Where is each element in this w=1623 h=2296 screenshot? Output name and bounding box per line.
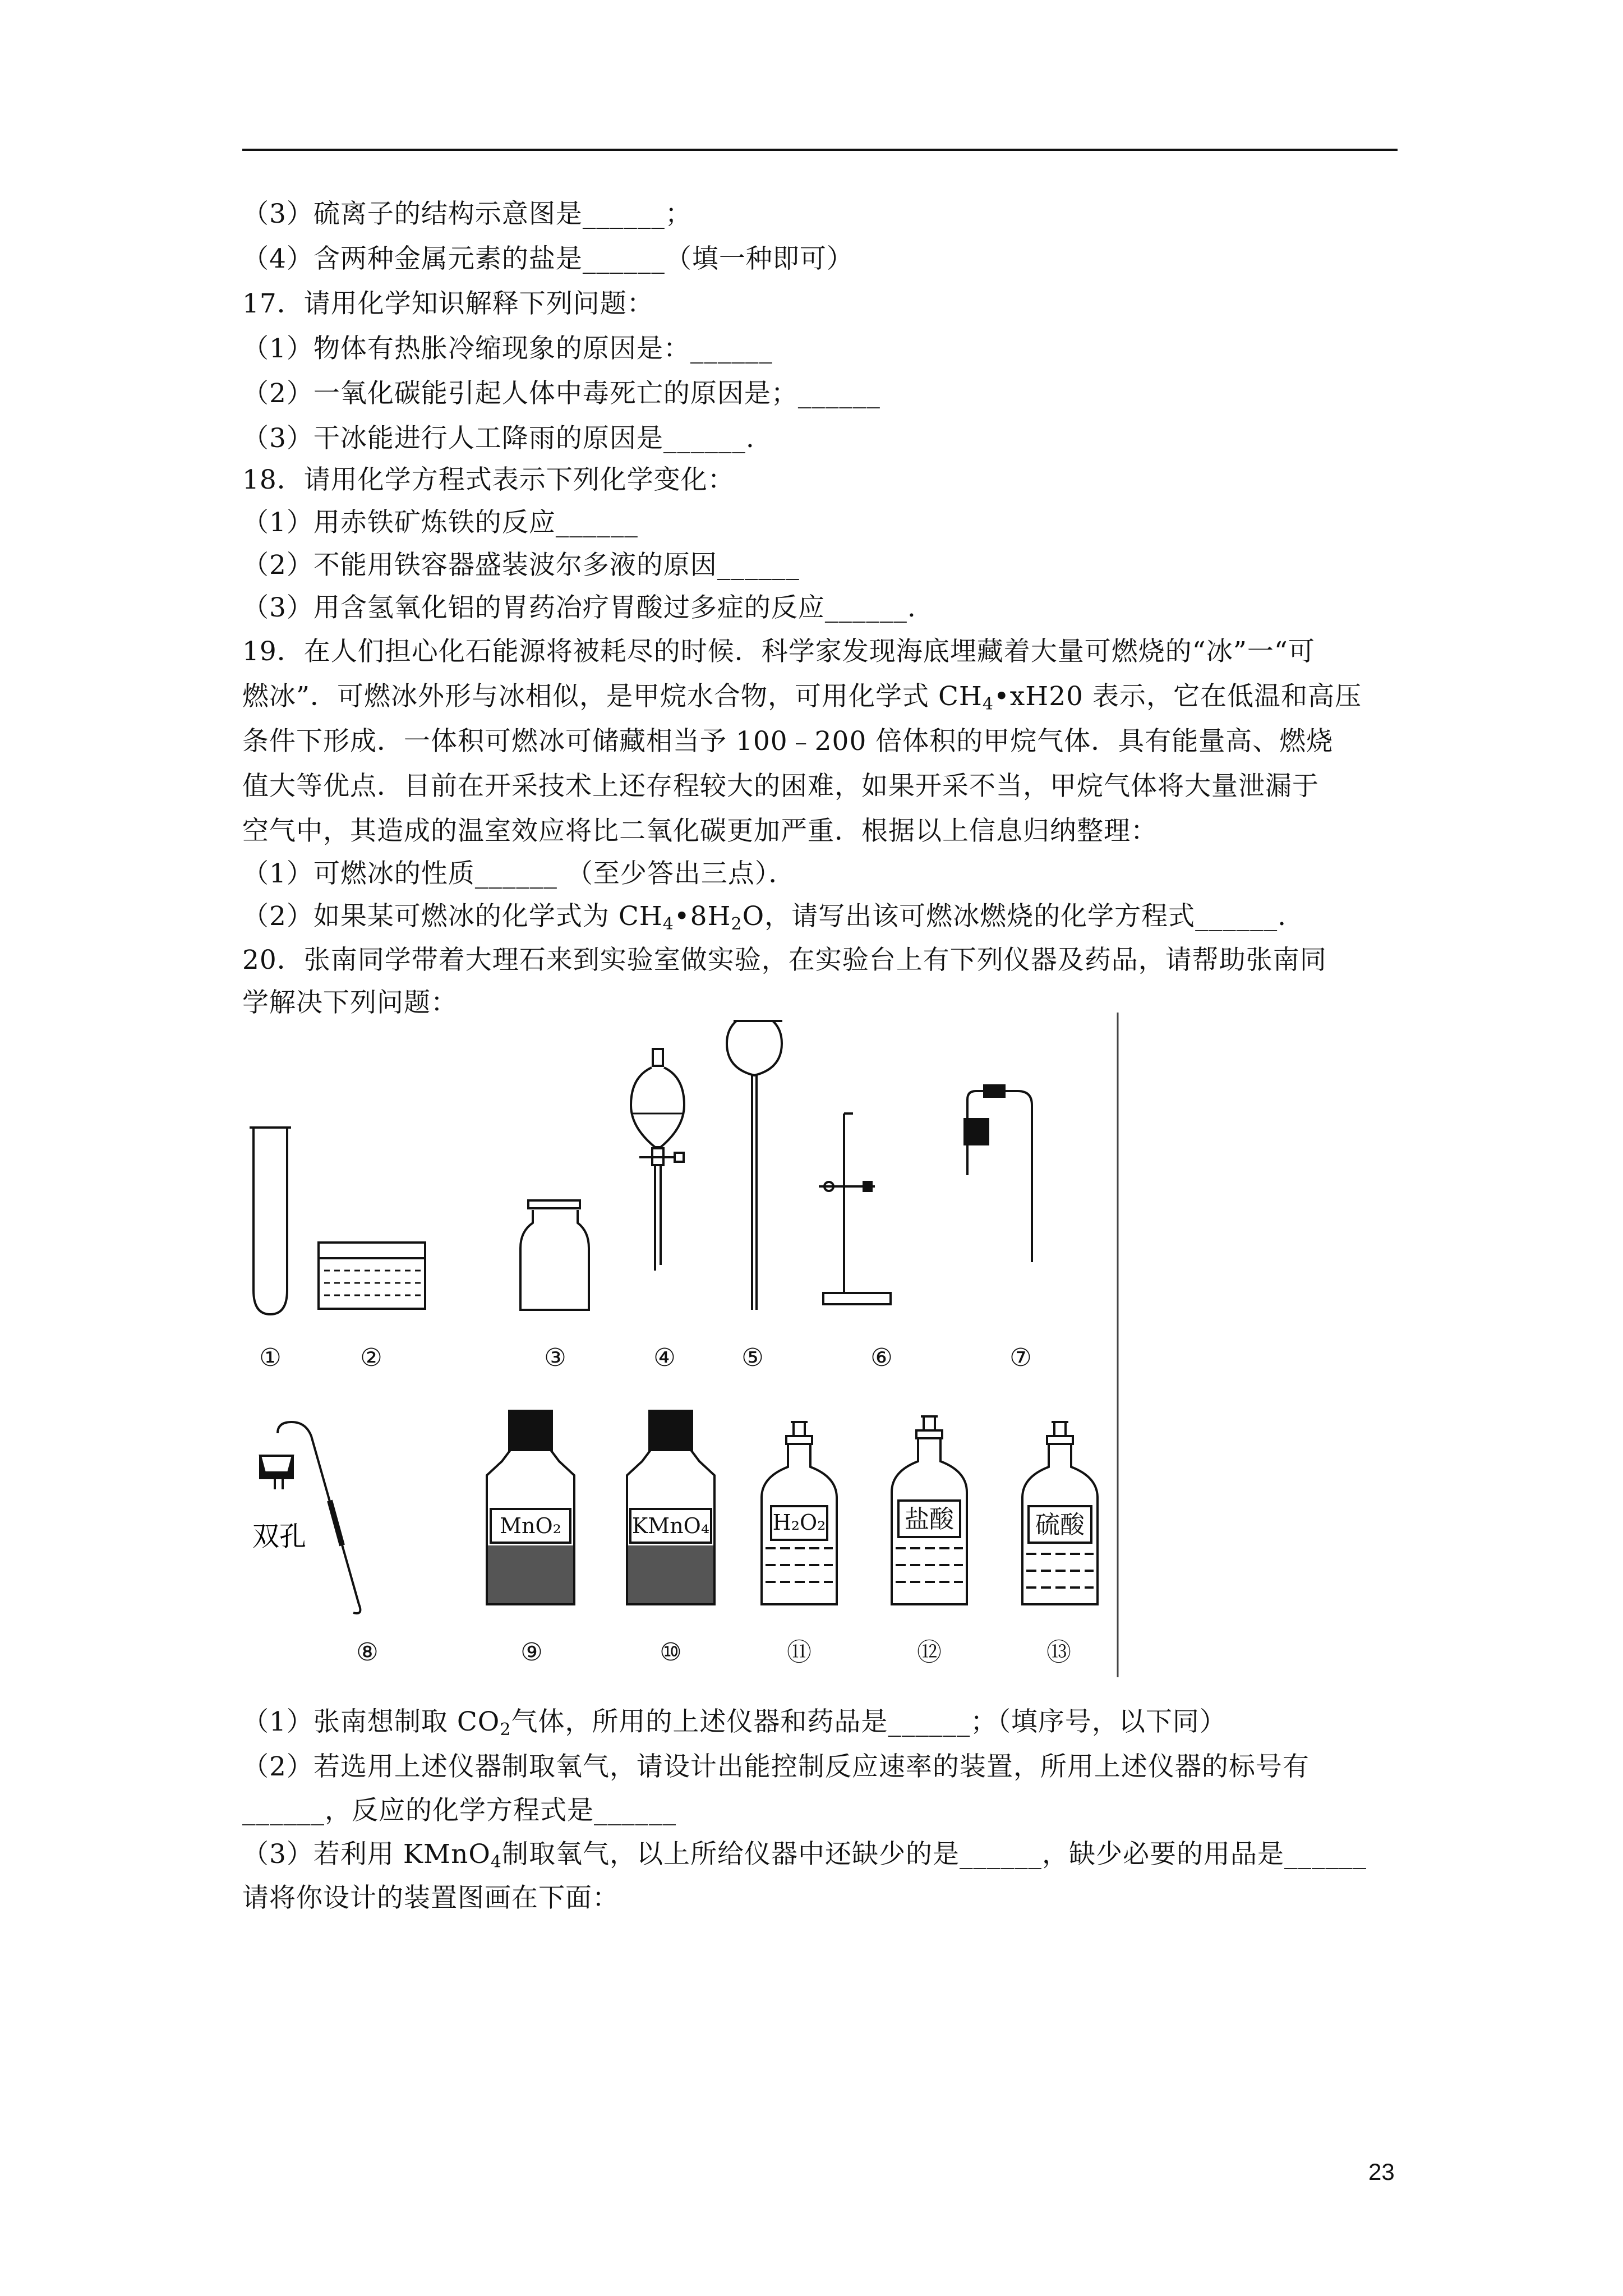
label-8: ⑧ [356,1638,379,1667]
header-rule [242,149,1398,151]
label-11: ⑪ [787,1638,811,1667]
stopper-label: 双孔 [252,1521,307,1552]
q20-part2-line1: （2）若选用上述仪器制取氧气，请设计出能控制反应速率的装置，所用上述仪器的标号有 [242,1751,1310,1782]
label-10: ⑩ [660,1638,682,1667]
q18-part3: （3）用含氢氧化铝的胃药冶疗胃酸过多症的反应______. [242,592,916,623]
q20-part2-line2: ______，反应的化学方程式是______ [242,1795,676,1826]
label-9: ⑨ [520,1638,543,1667]
q18-stem: 18．请用化学方程式表示下列化学变化： [242,464,735,495]
q20-part3-line2: 请将你设计的装置图画在下面： [242,1883,619,1913]
separatory-funnel-icon [631,1049,684,1271]
q16-part4: （4）含两种金属元素的盐是______（填一种即可） [242,243,854,274]
long-neck-funnel-icon [727,1021,782,1310]
stopper-tube-icon [965,1085,1032,1262]
label-4: ④ [653,1343,676,1372]
label-12: ⑫ [917,1638,942,1667]
h2o2-label: H₂O₂ [772,1510,826,1535]
mno2-label: MnO₂ [500,1513,561,1538]
q17-part2: （2）一氧化碳能引起人体中毒死亡的原因是；______ [242,378,880,409]
label-13: ⑬ [1046,1638,1071,1667]
test-tube-icon [250,1128,291,1314]
gas-bottle-icon [520,1200,589,1310]
q19-line4: 值大等优点．目前在开采技术上还存程较大的困难，如果开采不当，甲烷气体将大量泄漏于 [242,771,1319,802]
q17-part3: （3）干冰能进行人工降雨的原因是______. [242,423,755,454]
water-trough-icon [319,1243,425,1309]
q20-part1: （1）张南想制取 $CO_2$气体，所用的上述仪器和药品是______；（填序号，以下同） [242,1706,1227,1740]
q16-part3: （3）硫离子的结构示意图是______； [242,199,692,229]
kmno4-label: KMnO₄ [631,1513,710,1538]
label-1: ① [259,1343,282,1372]
hcl-label: 盐酸 [905,1505,954,1534]
label-6: ⑥ [870,1343,893,1372]
q19-line5: 空气中，其造成的温室效应将比二氧化碳更加严重．根据以上信息归纳整理： [242,816,1158,846]
q17-stem: 17．请用化学知识解释下列问题： [242,288,654,319]
q19-part2: （2）如果某可燃冰的化学式为 $CH_4•8H_2O$，请写出该可燃冰燃烧的化学方程式______. [242,901,1287,934]
q20-part3-line1: （3）若利用 KMnO$_4$制取氧气，以上所给仪器中还缺少的是______，缺少必要的用品是______ [242,1839,1367,1872]
page-number: 23 [1368,2159,1395,2185]
h2so4-label: 硫酸 [1035,1511,1085,1539]
label-3: ③ [544,1343,566,1372]
iron-stand-icon [819,1114,891,1304]
q19-line3: 条件下形成．一体积可燃冰可储藏相当予 100﹣200 倍体积的甲烷气体．具有能量高、燃烧 [242,726,1334,757]
label-7: ⑦ [1009,1343,1032,1372]
q19-line2: 燃冰”．可燃冰外形与冰相似，是甲烷水合物，可用化学式 $CH_4•xH20$ 表示，它在低温和高压 [242,681,1362,714]
q20-line1: 20．张南同学带着大理石来到实验室做实验，在实验台上有下列仪器及药品，请帮助张南同 [242,945,1327,976]
q19-part1: （1）可燃冰的性质______ （至少答出三点）． [242,858,796,889]
q19-line1: 19．在人们担心化石能源将被耗尽的时候．科学家发现海底埋藏着大量可燃烧的“冰”一“可 [242,636,1315,667]
label-2: ② [360,1343,382,1372]
double-hole-stopper-icon [260,1422,360,1613]
q18-part1: （1）用赤铁矿炼铁的反应______ [242,507,638,538]
kmno4-bottle-icon [627,1411,714,1604]
q18-part2: （2）不能用铁容器盛装波尔多液的原因______ [242,550,800,581]
q17-part1: （1）物体有热胀冷缩现象的原因是：______ [242,333,773,364]
mno2-bottle-icon [487,1411,574,1604]
apparatus-figure [236,1007,1133,1683]
label-5: ⑤ [741,1343,764,1372]
q20-line2: 学解决下列问题： [242,987,458,1018]
